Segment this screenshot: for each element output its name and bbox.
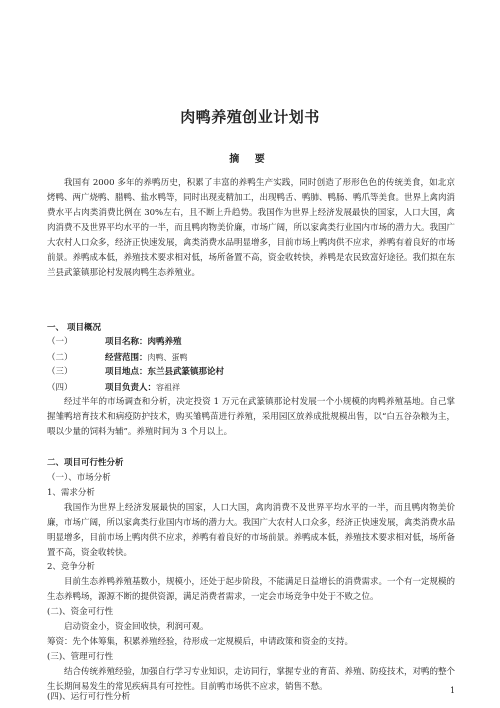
item-value: 容祖祥 bbox=[156, 383, 181, 392]
item-number: （一） bbox=[47, 337, 73, 347]
funds-feasibility-heading: (二)、资金可行性 bbox=[47, 607, 114, 617]
document-title: 肉鸭养殖创业计划书 bbox=[180, 108, 320, 126]
item-value: 东兰县武篆镇那论村 bbox=[147, 367, 225, 377]
item-number: （二） bbox=[47, 353, 73, 363]
page-number: 1 bbox=[450, 686, 456, 695]
item-number: （四） bbox=[47, 383, 73, 393]
management-feasibility-heading: (三)、管理可行性 bbox=[47, 652, 114, 662]
project-item-leader bbox=[47, 380, 180, 396]
section2-heading: 二、项目可行性分析 bbox=[47, 458, 124, 468]
management-paragraph: 结合传统养殖经验，加强自行学习专业知识，走访同行，掌握专业的育苗、养殖、防疫技术，对鸭的整个生长期间易发生的常见疾病具有可控性。目前鸭市场供不应求，销售不愁。 bbox=[47, 667, 455, 692]
project-item-scope bbox=[47, 350, 188, 366]
demand-analysis-heading: 1、需求分析 bbox=[47, 488, 95, 498]
competition-paragraph: 目前生态养鸭养殖基数小，规模小，还处于起步阶段，不能满足日益增长的消费需求。一个有一定规模的生态养鸭场，源源不断的提供资源，满足消费者需求，一定会市场竞争中处于不败之位。 bbox=[47, 577, 456, 602]
item-value: 肉鸭、蛋鸭 bbox=[147, 353, 188, 362]
abstract-paragraph: 我国有 2000 多年的养鸭历史，积累了丰富的养鸭生产实践，同时创造了形形色色的传统美食，如北京烤鸭、两广烧鸭、腊鸭、盐水鸭等，同时出现麦精加工，出现鸭舌、鸭肺、鸭肠、鸭爪等美食。世界上禽肉消费水平占肉类消费比例在 30%左右，且不断上升趋势。我国作为世界上经济发展最快的国家，人口大国，禽肉消费不及世界平均水平的一半，而且鸭肉物美价廉，市场广阔，所以家禽类行业国内市场的潜力大。我国广大农村人口众多，经济正快速发展，禽类消费水品明显增多，目前市场上鸭肉供不应求，养鸭有着良好的市场前景。养鸭成本低，养殖技术要求相对低，场所备置不高，资金收转快，养鸭是农民致富好途径。我们拟在东兰县武篆镇那论村发展肉鸭生态养殖业。 bbox=[47, 178, 456, 278]
item-label: 项目地点： bbox=[105, 367, 148, 377]
project-item-location bbox=[47, 365, 224, 380]
item-value: 肉鸭养殖 bbox=[147, 337, 182, 347]
fundraising-paragraph: 筹资：先个体筹集，积累养殖经验，待形成一定规模后，申请政策和资金的支持。 bbox=[47, 637, 354, 647]
demand-paragraph: 我国作为世界上经济发展最快的国家，人口大国，禽肉消费不及世界平均水平的一半，而且鸭肉物美价廉，市场广阔，所以家禽类行业国内市场的潜力大。我国广大农村人口众多，经济正快速发展，禽类消费水品明显增多，目前市场上鸭肉供不应求，养鸭有着良好的市场前景。养鸭成本低，养殖技术要求相对低，场所备置不高，资金收转快。 bbox=[47, 503, 456, 558]
item-label: 项目名称： bbox=[105, 337, 148, 347]
overview-paragraph: 经过半年的市场调查和分析，决定投资 1 万元在武篆镇那论村发展一个小规模的肉鸭养殖基地。自己掌握雏鸭培育技术和病疫防护技术，购买雏鸭苗进行养殖，采用园区放养成批规模出售，以“白五谷杂粮为主，喂以少量的饲料为辅”。养殖时间为 3 个月以上。 bbox=[47, 397, 455, 437]
operation-feasibility-heading: (四)、运行可行性分析 bbox=[47, 692, 131, 702]
section1-heading: 一、 项目概况 bbox=[47, 323, 101, 333]
item-label: 经营范围： bbox=[105, 353, 148, 363]
competition-analysis-heading: 2、竞争分析 bbox=[47, 562, 95, 572]
project-item-name bbox=[47, 335, 182, 350]
market-analysis-heading: （一）、市场分析 bbox=[47, 473, 111, 483]
item-label: 项目负责人： bbox=[105, 383, 157, 393]
funds-paragraph: 启动资金小，资金回收快，利润可观。 bbox=[64, 622, 209, 632]
item-number: （三） bbox=[47, 367, 73, 377]
abstract-heading: 摘 要 bbox=[229, 154, 271, 165]
